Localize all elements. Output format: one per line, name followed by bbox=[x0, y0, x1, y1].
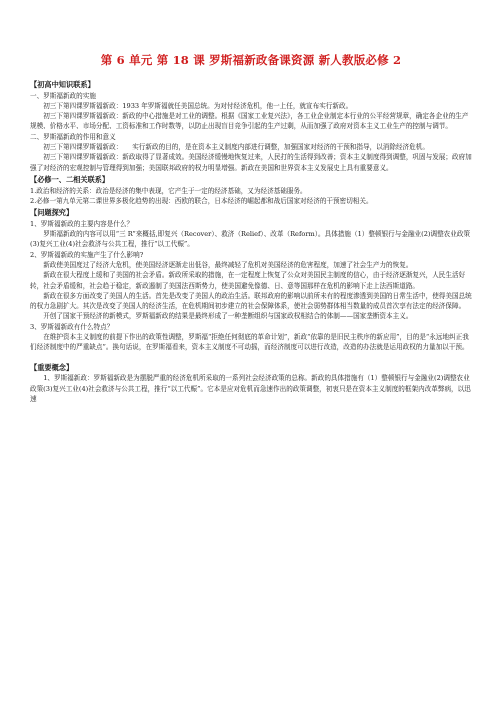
answer-2-paragraph: 新政在很大程度上缓和了美国的社会矛盾。新政所采取的措施，在一定程度上恢复了公众对美国民主制度的信心，由于经济逐渐复兴，人民生活好转，社会矛盾缓和，社会趋于稳定，新政遏制了美国法西斯势力，使美国避免像德、日、意等国那样在危机的影响下走上法西斯道路。 bbox=[30, 271, 466, 290]
concept-paragraph: 1、罗斯福新政：罗斯福新政是为摆脱严重的经济危机所采取的一系列社会经济政策的总称。新政的具体措施有（1）整顿银行与金融业(2)调整农业政策(3)复兴工业(4)社会救济与公共工程，推行“以工代赈”。它本是应对危机而急速作出的政策调整，初衷只是在资本主义制度的框架内改革弊病，以迅速 bbox=[30, 374, 471, 403]
section-heading-compulsory-links: 【必修一、二相关联系】 bbox=[30, 174, 110, 184]
paragraph: 初三下第四课罗斯福新政：新政的中心措施是对工业的调整。根据《国家工业复兴法》，各工业企业制定本行业的公平经营规章，确定各企业的生产规模、价格水平、市场分配、工资标准和工作时数等，以防止出现盲目竞争引起的生产过剩，从而加强了政府对资本主义工业生产的控制与调节。 bbox=[30, 112, 469, 131]
answer-2-paragraph: 新政在很多方面改变了美国人的生活。首先是改变了美国人的政治生活。联邦政府的影响以前所未有的程度渗透到美国的日常生活中，使得美国总统的权力急剧扩大。其次是改变了美国人的经济生活，在危机期间初步建立的社会保障体系，使社会弱势群体相当数量的成员首次享有法定的经济保障。 bbox=[30, 291, 472, 311]
spacer bbox=[30, 353, 472, 361]
answer-1: 罗斯福新政的内容可以用“三 R”来概括,即复兴（Recover）、救济（Relief）、改革（Reform）。具体措施（1）整顿银行与金融业(2)调整农业政策(3)复兴工业(4)社会救济与公共工程，推行“以工代赈”。 bbox=[30, 230, 471, 249]
question-3: 3、罗斯福新政有什么特点？ bbox=[30, 322, 114, 331]
answer-3: 在维护资本主义制度的前提下作出的政策性调整，罗斯福“拒绝任何彻底的革命计划”，新政“依靠的是旧民主秩序的新应用”，目的是“永远地纠正我们经济制度中的严重缺点”。换句话说，在罗斯福看来，资本主义制度不可动摇，而经济制度可以进行改造，改造的办法就是运用政权的力量加以干预。 bbox=[30, 333, 469, 352]
paragraph: 初三下第四课罗斯福新政：1933 年罗斯福就任美国总统。为对付经济危机，他一上任，就宣布实行新政。 bbox=[43, 101, 353, 110]
paragraph: 初三下第四课罗斯福新政： 实行新政的目的，是在资本主义制度内部进行调整，加强国家对经济的干预和指导，以消除经济危机。 bbox=[43, 143, 429, 152]
question-2: 2、罗斯福新政的实施产生了什么影响? bbox=[30, 250, 144, 259]
paragraph: 初三下第四课罗斯福新政：新政取得了显著成效。美国经济缓慢地恢复过来，人民打的生活得到改善；资本主义制度得到调整，巩固与发展；政府加强了对经济的宏观控制与管理得到加强；美国联邦政府的权力明显增强。新政在美国和世界资本主义发展史上具有重要意义。 bbox=[30, 153, 472, 172]
subheading-newdeal-effect: 二、罗斯福新政的作用和意义 bbox=[30, 132, 116, 141]
document-page bbox=[30, 52, 472, 404]
question-1: 1、罗斯福新政的主要内容是什么？ bbox=[30, 219, 134, 228]
answer-2-paragraph: 开创了国家干预经济的新模式，罗斯福新政的结果是最终形成了一种垄断组织与国家政权相结合的体制——国家垄断资本主义。 bbox=[43, 312, 413, 321]
section-heading-knowledge-link: 【初高中知识联系】 bbox=[30, 80, 95, 89]
document-title: 第 6 单元 第 18 课 罗斯福新政备课资源 新人教版必修 2 bbox=[100, 53, 402, 67]
subheading-newdeal-implementation: 一、罗斯福新政的实施 bbox=[30, 91, 96, 100]
paragraph: 2.必修一第九单元第二课世界多极化趋势的出现：西欧的联合，日本经济的崛起都和战后国家对经济的干预密切相关。 bbox=[30, 196, 373, 205]
section-heading-key-concepts: 【重要概念】 bbox=[30, 362, 74, 372]
section-heading-question-inquiry: 【问题探究】 bbox=[30, 208, 74, 218]
paragraph: 1.政治和经济的关系：政治是经济的集中表现，它产生于一定的经济基础，又为经济基础服务。 bbox=[30, 186, 307, 195]
answer-2-paragraph: 新政使美国度过了经济大危机，使美国经济逐渐走出低谷，最终减轻了危机对美国经济的危害程度，加速了社会生产力的恢复。 bbox=[43, 260, 413, 269]
